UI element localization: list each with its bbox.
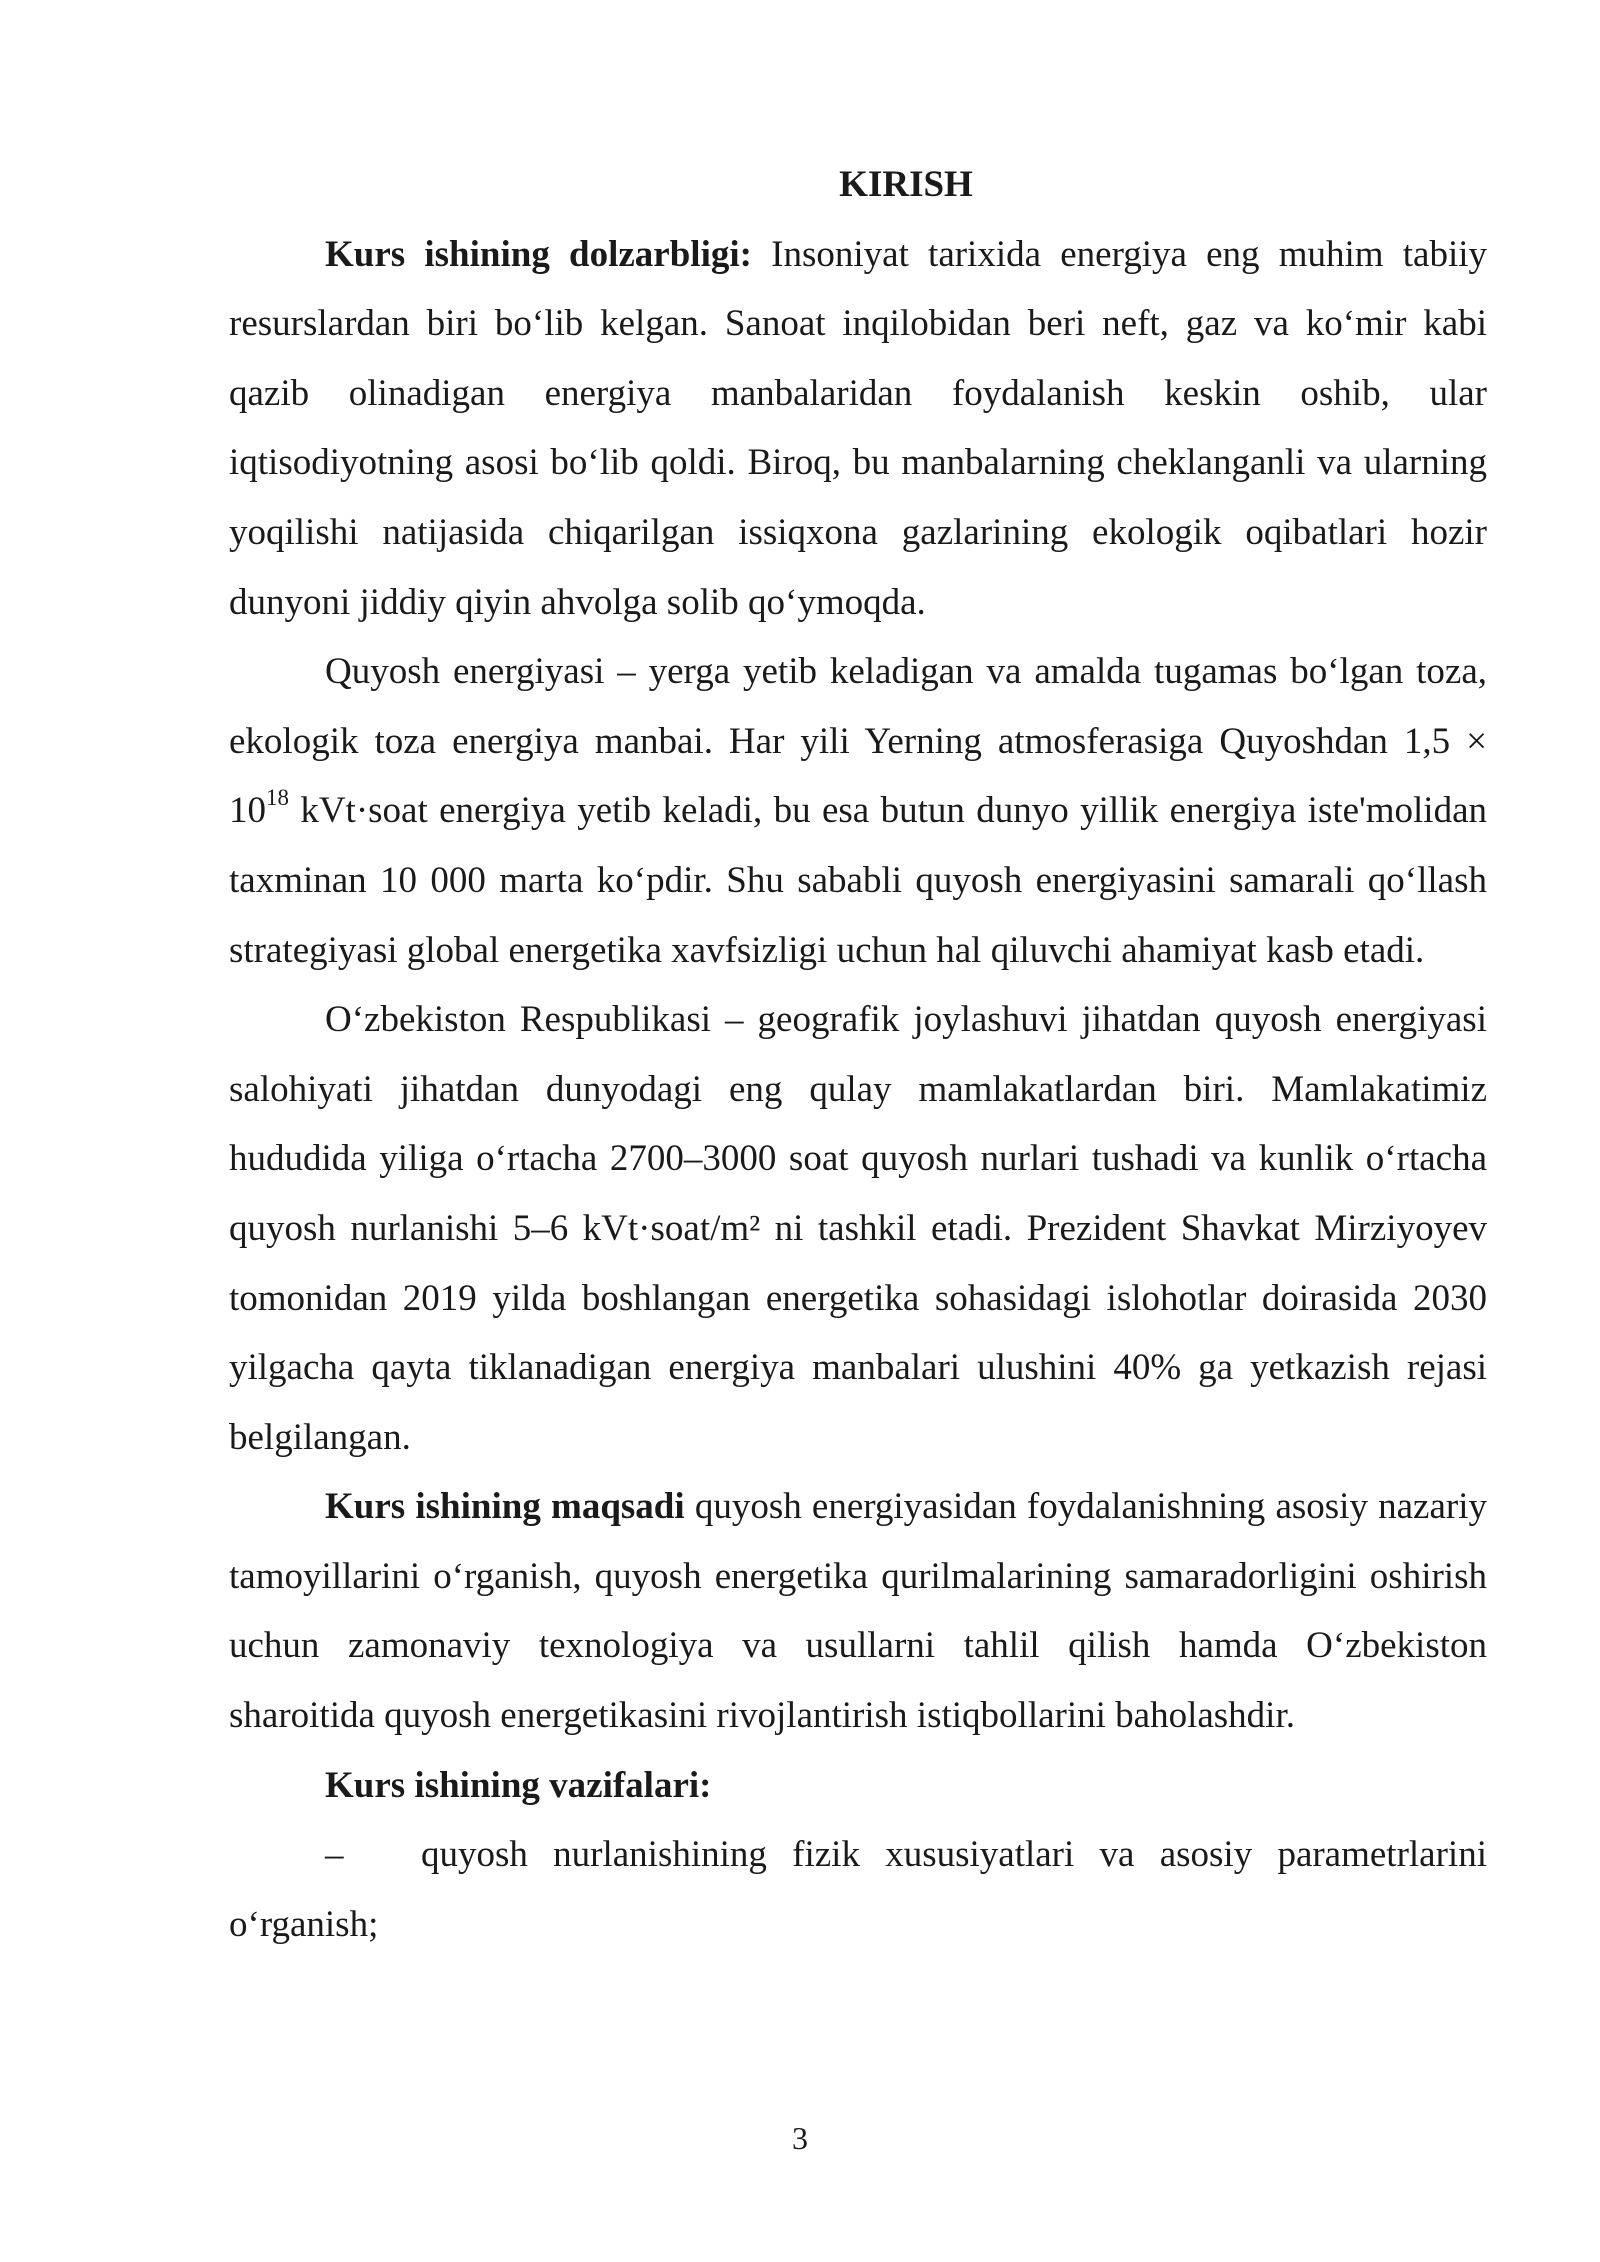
document-page — [229, 150, 1487, 1959]
paragraph-relevance-label: Kurs ishining dolzarbligi: — [325, 233, 752, 275]
paragraph-goal-text: quyosh energiyasidan foydalanishning asosiy nazariy tamoyillarini o‘rganish, quyosh energetika qurilmalarining samaradorligini oshirish uchun zamonaviy texnologiya va usullarni tahlil qilish hamda O‘zbekiston sharoitida quyosh energetikasini rivojlantirish istiqbollarini baholashdir. — [229, 1486, 1487, 1737]
exponent-superscript: 18 — [266, 785, 289, 811]
paragraph-solar-energy-text-before: Quyosh energiyasi – yerga yetib keladigan va amalda tugamas bo‘lgan toza, ekologik toza energiya manbai. Har yili Yerning atmosferasiga Quyoshdan 1,5 × 10 — [229, 651, 1487, 832]
paragraph-tasks-heading — [229, 1751, 1487, 1821]
list-item-text: quyosh nurlanishining fizik xususiyatlari va asosiy parametrlarini o‘rganish; — [229, 1834, 1487, 1945]
paragraph-relevance-text: Insoniyat tarixida energiya eng muhim tabiiy resurslardan biri bo‘lib kelgan. Sanoat inqilobidan beri neft, gaz va ko‘mir kabi qazib olinadigan energiya manbalaridan foydalanish keskin oshib, ular iqtisodiyotning asosi bo‘lib qoldi. Biroq, bu manbalarning cheklanganli va ularning yoqilishi natijasida chiqarilgan issiqxona gazlarining ekologik oqibatlari hozir dunyoni jiddiy qiyin ahvolga solib qo‘ymoqda. — [229, 233, 1488, 623]
section-heading: KIRISH — [839, 164, 973, 205]
list-dash: – — [325, 1834, 344, 1876]
paragraph-solar-energy — [229, 637, 1487, 985]
paragraph-goal — [229, 1472, 1487, 1750]
paragraph-uzbekistan: O‘zbekiston Respublikasi – geografik joylashuvi jihatdan quyosh energiyasi salohiyati jihatdan dunyodagi eng qulay mamlakatlardan biri. Mamlakatimiz hududida yiliga o‘rtacha 2700–3000 soat quyosh nurlari tushadi va kunlik o‘rtacha quyosh nurlanishi 5–6 kVt·soat/m² ni tashkil etadi. Prezident Shavkat Mirziyoyev tomonidan 2019 yilda boshlangan energetika sohasidagi islohotlar doirasida 2030 yilgacha qayta tiklanadigan energiya manbalari ulushini 40% ga yetkazish rejasi belgilangan. — [229, 999, 1487, 1458]
tasks-heading-label: Kurs ishining vazifalari: — [325, 1764, 712, 1806]
list-item — [229, 1820, 1487, 1959]
paragraph-solar-energy-text-after: kVt·soat energiya yetib keladi, bu esa butun dunyo yillik energiya iste'molidan taxminan 10 000 marta ko‘pdir. Shu sababli quyosh energiyasini samarali qo‘llash strategiyasi global energetika xavfsizligi uchun hal qiluvchi ahamiyat kasb etadi. — [229, 790, 1487, 971]
paragraph-goal-label: Kurs ishining maqsadi — [325, 1486, 685, 1528]
page-number: 3 — [792, 2120, 808, 2156]
paragraph-relevance — [229, 220, 1487, 638]
